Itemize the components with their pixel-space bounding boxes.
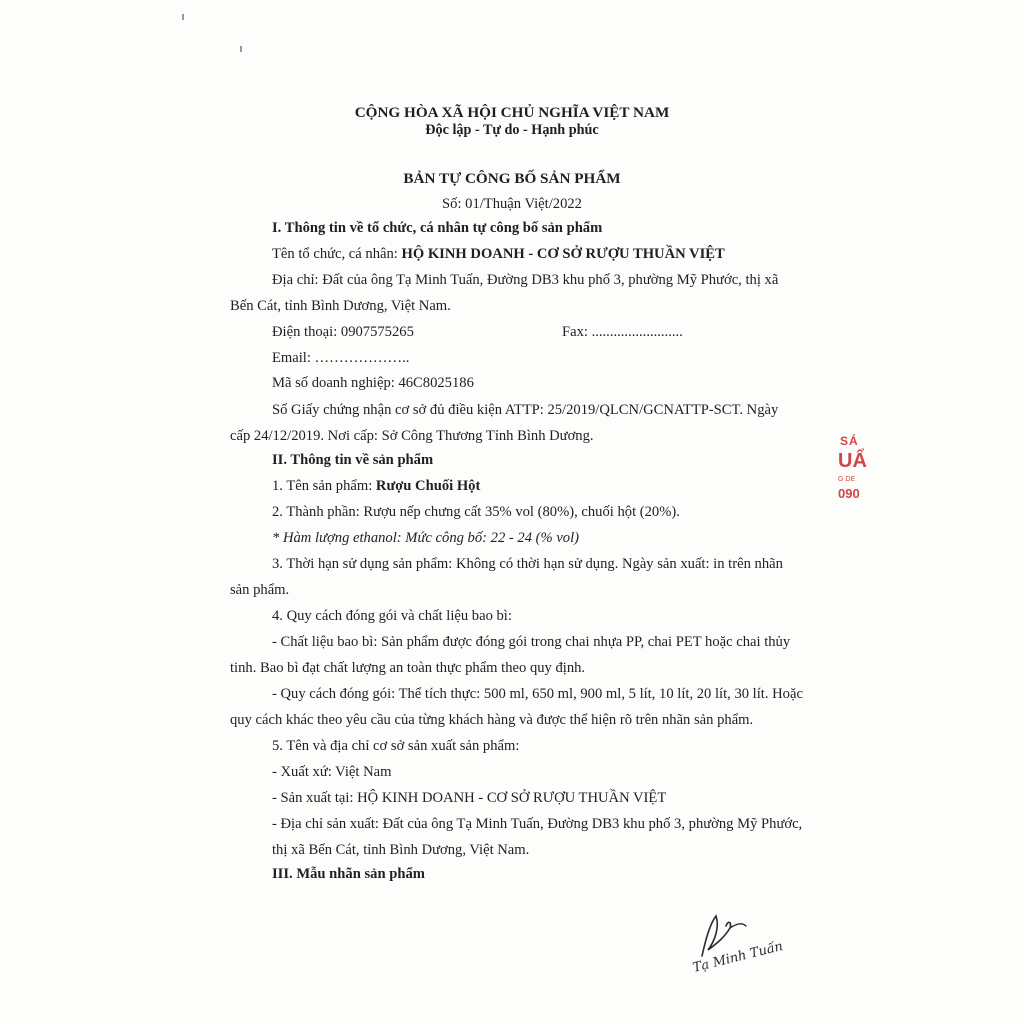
stamp-text-3: G DE — [838, 476, 856, 483]
organization-line — [272, 246, 725, 263]
scan-speck — [240, 46, 242, 52]
volume-line-2: quy cách khác theo yêu cầu của từng khách hàng và được thể hiện rõ trên nhãn sản phẩm. — [230, 712, 754, 728]
organization-name: HỘ KINH DOANH - CƠ SỞ RƯỢU THUẦN VIỆT — [401, 246, 725, 262]
shelf-life-line-1: 3. Thời hạn sử dụng sản phẩm: Không có thời hạn sử dụng. Ngày sản xuất: in trên nhãn — [272, 556, 783, 572]
red-stamp — [832, 428, 872, 508]
product-name-line — [272, 478, 480, 495]
material-line-1: - Chất liệu bao bì: Sản phẩm được đóng gói trong chai nhựa PP, chai PET hoặc chai thủy — [272, 634, 791, 650]
product-name: Rượu Chuối Hột — [375, 478, 481, 494]
scan-speck — [182, 14, 184, 20]
document-title: BẢN TỰ CÔNG BỐ SẢN PHẨM — [403, 170, 621, 187]
svg-text:Tạ Minh Tuấn: Tạ Minh Tuấn — [691, 938, 785, 976]
producer-heading: 5. Tên và địa chỉ cơ sở sản xuất sản phẩm: — [272, 738, 520, 754]
national-header: CỘNG HÒA XÃ HỘI CHỦ NGHĨA VIỆT NAM — [354, 104, 670, 121]
fax-line: Fax: ......................... — [562, 324, 683, 340]
document-number: Số: 01/Thuận Việt/2022 — [442, 196, 582, 212]
production-address-line-2: thị xã Bến Cát, tỉnh Bình Dương, Việt Nam. — [272, 842, 530, 858]
phone-line: Điện thoại: 0907575265 — [272, 324, 414, 340]
handwritten-signature — [680, 898, 840, 978]
stamp-text-4: 090 — [838, 486, 860, 501]
stamp-text-1: SÁ — [840, 434, 859, 448]
certificate-line-1: Số Giấy chứng nhận cơ sở đủ điều kiện ATTP: 25/2019/QLCN/GCNATTP-SCT. Ngày — [272, 402, 779, 418]
certificate-line-2: cấp 24/12/2019. Nơi cấp: Sở Công Thương Tỉnh Bình Dương. — [230, 428, 594, 444]
production-address-line-1: - Địa chỉ sản xuất: Đất của ông Tạ Minh Tuấn, Đường DB3 khu phố 3, phường Mỹ Phước, — [272, 816, 803, 832]
material-line-2: tinh. Bao bì đạt chất lượng an toàn thực phẩm theo quy định. — [230, 660, 586, 676]
national-motto: Độc lập - Tự do - Hạnh phúc — [425, 122, 599, 138]
email-line: Email: ……………….. — [272, 350, 410, 366]
origin-line: - Xuất xứ: Việt Nam — [272, 764, 392, 780]
address-line-1: Địa chỉ: Đất của ông Tạ Minh Tuấn, Đường DB3 khu phố 3, phường Mỹ Phước, thị xã — [272, 272, 779, 288]
section-2-heading: II. Thông tin về sản phẩm — [272, 452, 434, 468]
product-name-label: 1. Tên sản phẩm: — [272, 478, 376, 494]
producer-line: - Sản xuất tại: HỘ KINH DOANH - CƠ SỞ RƯỢU THUẦN VIỆT — [272, 790, 667, 806]
volume-line-1: - Quy cách đóng gói: Thể tích thực: 500 ml, 650 ml, 900 ml, 5 lít, 10 lít, 20 lít, 30 lít. Hoặc — [272, 686, 803, 702]
stamp-text-2: UẨ — [838, 450, 867, 472]
packaging-heading: 4. Quy cách đóng gói và chất liệu bao bì: — [272, 608, 512, 624]
address-line-2: Bến Cát, tỉnh Bình Dương, Việt Nam. — [230, 298, 451, 314]
business-code-line: Mã số doanh nghiệp: 46C8025186 — [272, 375, 474, 391]
section-3-heading: III. Mẫu nhãn sản phẩm — [272, 866, 425, 882]
ingredients-line: 2. Thành phần: Rượu nếp chưng cất 35% vol (80%), chuối hột (20%). — [272, 504, 680, 520]
shelf-life-line-2: sản phẩm. — [230, 582, 290, 598]
ethanol-line: * Hàm lượng ethanol: Mức công bố: 22 - 24 (% vol) — [272, 530, 580, 546]
section-1-heading: I. Thông tin về tổ chức, cá nhân tự công bố sản phẩm — [272, 220, 603, 236]
organization-label: Tên tổ chức, cá nhân: — [272, 246, 402, 262]
